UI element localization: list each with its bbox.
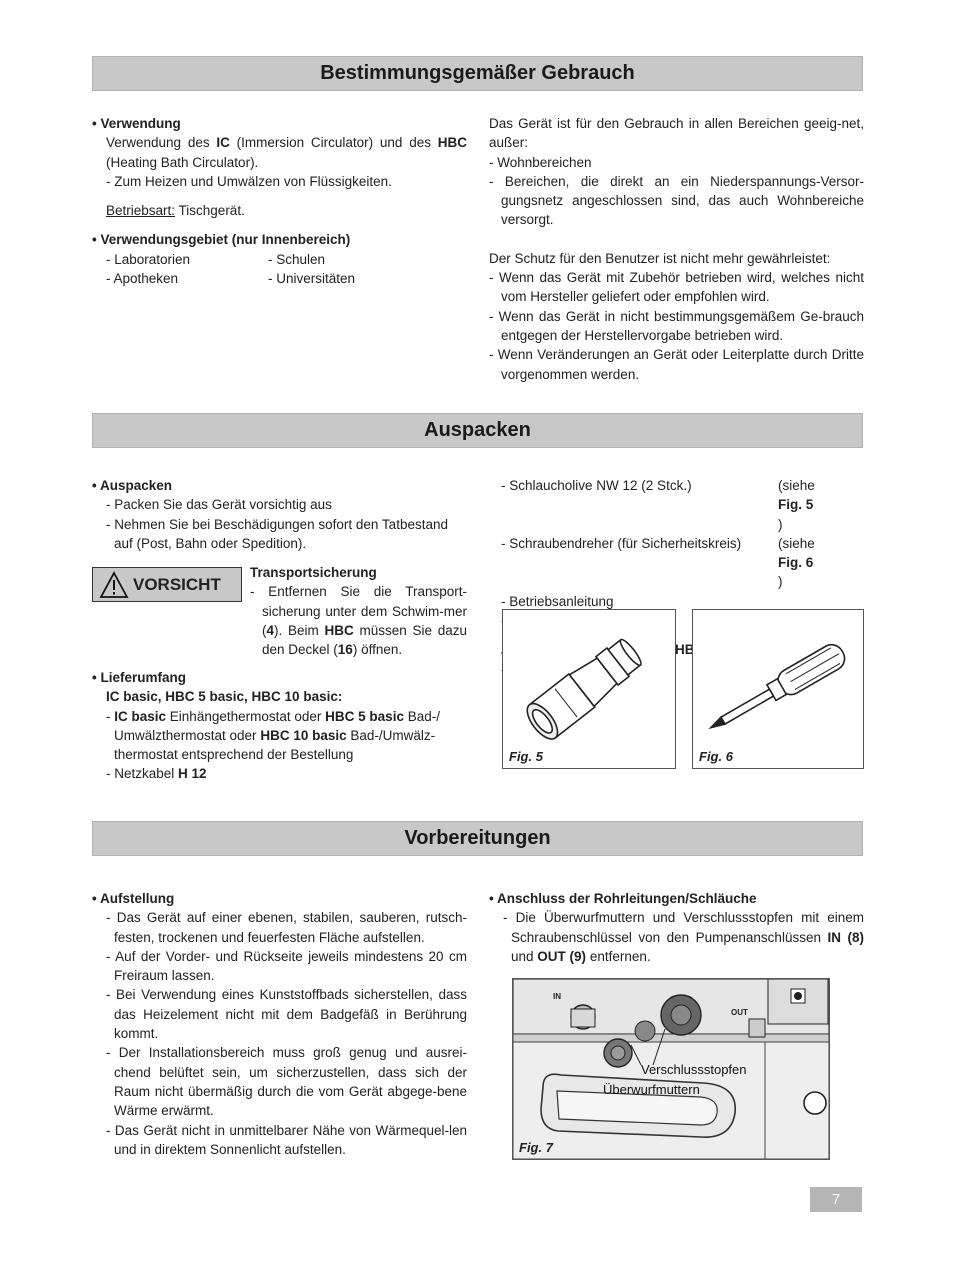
hose-nozzle-illustration [503, 610, 675, 768]
transport-text: - Entfernen Sie die Transport-sicherung unter dem Schwim-mer (4). Beim HBC müssen Sie dazu den Deckel (16) öffnen. [250, 584, 467, 658]
section1-right [489, 114, 864, 384]
warning-triangle-icon [99, 571, 129, 599]
list-item: - Wenn das Gerät mit Zubehör betrieben wird, welches nicht vom Hersteller geliefert oder empfohlen wird. [489, 270, 864, 305]
verwendung-zweck: - Zum Heizen und Umwälzen von Flüssigkeiten. [106, 173, 392, 189]
list-item: - Schlaucholive NW 12 (2 Stck.) (siehe Fig. 5 ) [501, 478, 815, 532]
aufstellung-heading: • Aufstellung [92, 891, 175, 906]
list-item: - Wenn Veränderungen an Gerät oder Leiterplatte durch Dritte vorgenommen werden. [489, 347, 864, 382]
out-label: OUT [731, 1008, 748, 1017]
figure-label: Fig. 6 [699, 749, 733, 764]
list-item: - Wohnbereichen [489, 154, 592, 170]
section3-left [92, 889, 467, 1159]
warning-label: VORSICHT [133, 575, 221, 594]
list-item: - Nehmen Sie bei Beschädigungen sofort den Tatbestand auf (Post, Bahn oder Spedition). [106, 516, 448, 551]
list-item: - Packen Sie das Gerät vorsichtig aus [106, 497, 332, 513]
figure-5 [502, 609, 676, 769]
callout-verschlussstopfen: Verschlussstopfen [641, 1062, 747, 1077]
list-item: - Der Installationsbereich muss groß genug und ausrei-chend belüftet sein, um sicherzustellen, dass sich der Raum nicht übermäßig durch die vom Gerät abgege-bene Wärme erwärmt. [106, 1045, 467, 1119]
list-item: - Auf der Vorder- und Rückseite jeweils mindestens 20 cm Freiraum lassen. [106, 948, 467, 984]
section1-left [92, 114, 467, 288]
verwendung-text: Verwendung des IC (Immersion Circulator) und des HBC (Heating Bath Circulator). [106, 135, 467, 170]
list-item: - Das Gerät auf einer ebenen, stabilen, sauberen, rutsch-festen, trockenen und feuerfesten Fläche aufstellen. [106, 910, 467, 945]
list-item: - Schraubendreher (für Sicherheitskreis) (siehe Fig. 6 ) [501, 535, 815, 590]
list-item: - Bereichen, die direkt an ein Niederspannungs-Versor-gungsnetz angeschlossen sind, das auch Wohnbereiche versorgt. [489, 173, 864, 228]
auspacken-heading: • Auspacken [92, 478, 173, 493]
section-title-auspacken: Auspacken [92, 413, 863, 448]
screwdriver-illustration [693, 610, 863, 768]
figure-7 [512, 978, 830, 1160]
pump-connections-illustration [513, 979, 829, 1159]
liefer-item: - IC basic Einhängethermostat oder HBC 5 basic Bad-/ Umwälzthermostat oder HBC 10 basic Bad-/Umwälz-thermostat entsprechend der Bestellung [106, 708, 440, 763]
figure-label: Fig. 7 [519, 1140, 553, 1155]
in-label: IN [553, 992, 561, 1001]
section-title-vorbereitungen: Vorbereitungen [92, 821, 863, 856]
list-item: - Apotheken [106, 271, 179, 287]
list-item: - Universitäten [268, 271, 356, 287]
list-item: - Das Gerät nicht in unmittelbarer Nähe von Wärmequel-len und in direktem Sonnenlicht aufstellen. [106, 1122, 467, 1157]
gebiet-list [92, 250, 467, 289]
gebiet-heading: • Verwendungsgebiet (nur Innenbereich) [92, 232, 351, 248]
callout-ueberwurfmuttern: Überwurfmuttern [603, 1082, 700, 1097]
section3-right [489, 889, 864, 966]
transport-block [250, 563, 467, 659]
section2-left [92, 476, 467, 553]
list-item: - Schulen [268, 251, 326, 267]
list-item: - Wenn das Gerät in nicht bestimmungsgemäßem Ge-brauch entgegen der Herstellervorgabe betrieben wird. [489, 308, 864, 343]
anschluss-text: - Die Überwurfmuttern und Verschlussstopfen mit einem Schraubenschlüssel von den Pumpenanschlüssen IN (8) und OUT (9) entfernen. [503, 910, 864, 964]
figure-label: Fig. 5 [509, 749, 543, 764]
warning-badge [92, 567, 242, 602]
transport-heading: Transportsicherung [250, 565, 377, 580]
betriebsart: Betriebsart: Tischgerät. [106, 203, 245, 219]
liefer-sub: IC basic, HBC 5 basic, HBC 10 basic: [106, 689, 343, 705]
list-item: - Laboratorien [106, 251, 191, 267]
page-number: 7 [810, 1187, 862, 1212]
liefer-kabel: - Netzkabel H 12 [106, 766, 207, 782]
section-title-bestimmung: Bestimmungsgemäßer Gebrauch [92, 56, 863, 91]
list-item: - Betriebsanleitung [501, 593, 614, 609]
anschluss-heading: • Anschluss der Rohrleitungen/Schläuche [489, 891, 757, 906]
verwendung-heading: • Verwendung [92, 116, 181, 131]
liefer-heading: • Lieferumfang [92, 670, 186, 685]
right-schutz: Der Schutz für den Benutzer ist nicht mehr gewährleistet: [489, 250, 831, 266]
lieferumfang-block [92, 668, 467, 784]
right-intro: Das Gerät ist für den Gebrauch in allen Bereichen geeig-net, außer: [489, 116, 864, 151]
figure-6 [692, 609, 864, 769]
list-item: - Bei Verwendung eines Kunststoffbads sicherstellen, dass das Heizelement nicht mit dem Badgefäß in Berührung kommt. [106, 987, 467, 1042]
